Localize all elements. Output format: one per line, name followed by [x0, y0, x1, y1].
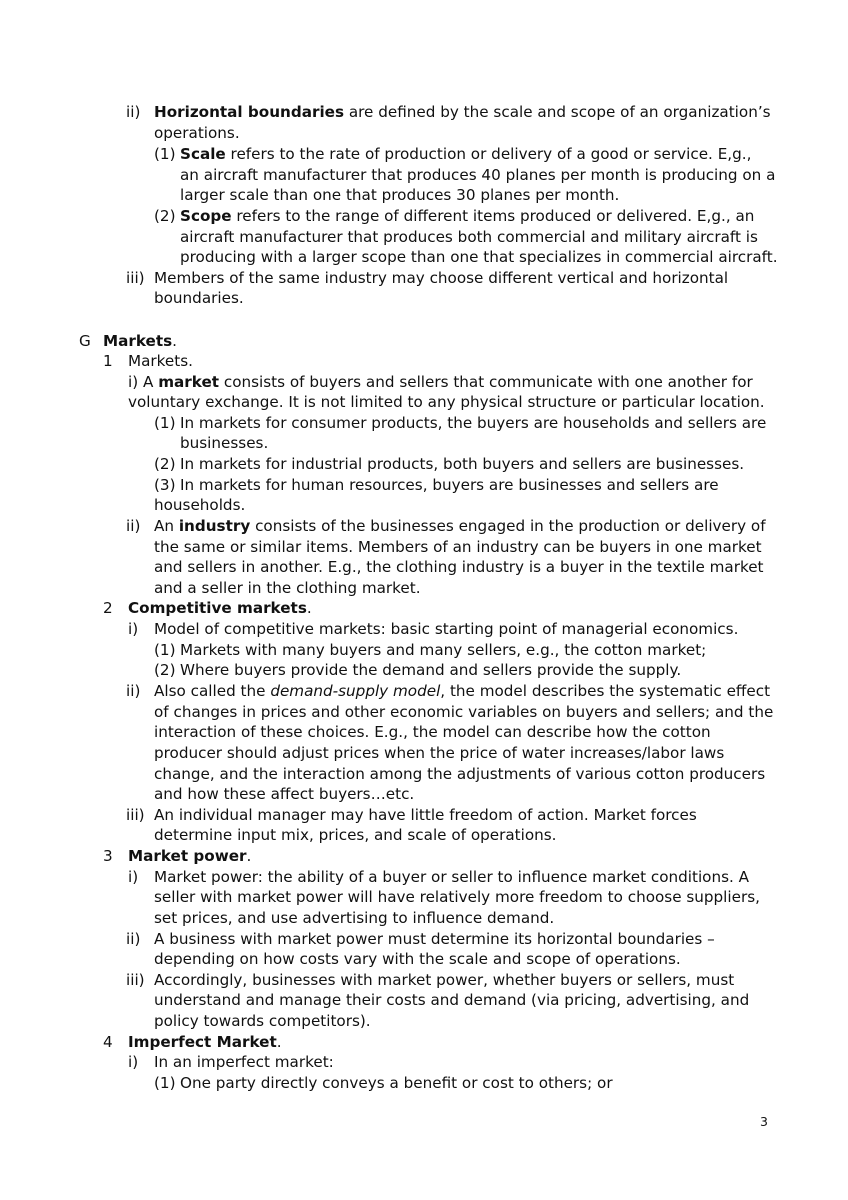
- list-marker: iii): [126, 971, 145, 989]
- list-marker: (2): [154, 455, 176, 473]
- text-line: [180, 640, 706, 660]
- list-marker: 2: [103, 599, 113, 617]
- text-line: [154, 805, 697, 825]
- bold-term: industry: [178, 517, 251, 535]
- list-marker: (1): [154, 145, 176, 163]
- text-run: Accordingly, businesses with market power, whether buyers or sellers, must: [154, 971, 735, 989]
- text-line: [180, 660, 681, 680]
- text-run: larger scale than one that produces 30 planes per month.: [180, 186, 620, 204]
- list-marker: ii): [126, 517, 141, 535]
- text-line: [128, 846, 251, 866]
- text-line: [154, 784, 414, 804]
- text-run: producing with a larger scope than one that specializes in commercial aircraft.: [180, 248, 778, 266]
- text-line: [154, 288, 244, 308]
- text-run: voluntary exchange. It is not limited to any physical structure or particular location.: [128, 393, 765, 411]
- text-line: [180, 413, 766, 433]
- text-line: [154, 1052, 334, 1072]
- list-marker: 3: [103, 847, 113, 865]
- text-line: [128, 372, 753, 392]
- text-run: .: [246, 847, 252, 865]
- text-line: [154, 825, 556, 845]
- text-line: [128, 598, 312, 618]
- text-run: households.: [154, 496, 246, 514]
- text-run: Model of competitive markets: basic starting point of managerial economics.: [154, 620, 739, 638]
- text-run: Also called the: [154, 682, 271, 700]
- list-marker: 1: [103, 352, 113, 370]
- text-run: aircraft manufacturer that produces both commercial and military aircraft is: [180, 228, 758, 246]
- text-line: [180, 454, 744, 474]
- list-marker: ii): [126, 682, 141, 700]
- list-marker: iii): [126, 806, 145, 824]
- text-run: Members of the same industry may choose different vertical and horizontal: [154, 269, 729, 287]
- text-run: In markets for human resources, buyers are businesses and sellers are: [180, 476, 719, 494]
- text-run: interaction of these choices. E.g., the model can describe how the cotton: [154, 723, 711, 741]
- text-line: [154, 970, 734, 990]
- list-marker: (1): [154, 641, 176, 659]
- text-line: [154, 495, 245, 515]
- bold-term: market: [158, 373, 220, 391]
- text-run: determine input mix, prices, and scale of operations.: [154, 826, 557, 844]
- text-run: depending on how costs vary with the scale and scope of operations.: [154, 950, 681, 968]
- text-line: [180, 185, 619, 205]
- text-run: consists of the businesses engaged in the production or delivery of: [250, 517, 766, 535]
- italic-term: demand-supply model: [270, 682, 441, 700]
- list-marker: 4: [103, 1033, 113, 1051]
- text-run: consists of buyers and sellers that communicate with one another for: [219, 373, 753, 391]
- text-line: [154, 268, 728, 288]
- text-line: [154, 516, 766, 536]
- text-line: [180, 433, 268, 453]
- text-line: [180, 165, 775, 185]
- text-line: [180, 247, 778, 267]
- text-line: [154, 764, 765, 784]
- text-run: i) A: [128, 373, 159, 391]
- text-run: , the model describes the systematic effect: [440, 682, 771, 700]
- text-line: [154, 557, 764, 577]
- bold-term: Markets: [103, 332, 173, 350]
- text-line: [154, 619, 738, 639]
- list-marker: (2): [154, 661, 176, 679]
- text-line: [154, 929, 715, 949]
- text-run: One party directly conveys a benefit or cost to others; or: [180, 1074, 613, 1092]
- bold-term: Horizontal boundaries: [154, 103, 345, 121]
- text-run: Market power: the ability of a buyer or seller to influence market conditions. A: [154, 868, 750, 886]
- text-run: boundaries.: [154, 289, 244, 307]
- text-run: policy towards competitors).: [154, 1012, 371, 1030]
- list-marker: (1): [154, 1074, 176, 1092]
- text-line: [180, 227, 758, 247]
- list-marker: ii): [126, 103, 141, 121]
- text-run: the same or similar items. Members of an industry can be buyers in one market: [154, 538, 762, 556]
- text-line: [154, 123, 240, 143]
- text-line: [154, 887, 760, 907]
- text-run: producer should adjust prices when the price of water increases/labor laws: [154, 744, 725, 762]
- text-line: [154, 722, 711, 742]
- text-line: [154, 908, 554, 928]
- text-line: [154, 578, 421, 598]
- list-marker: G: [79, 332, 91, 350]
- text-run: and a seller in the clothing market.: [154, 579, 421, 597]
- text-run: seller with market power will have relatively more freedom to choose suppliers,: [154, 888, 760, 906]
- text-line: [180, 206, 754, 226]
- text-run: operations.: [154, 124, 240, 142]
- list-marker: (3): [154, 476, 176, 494]
- bold-term: Scale: [180, 145, 226, 163]
- bold-term: Market power: [128, 847, 247, 865]
- text-run: set prices, and use advertising to influence demand.: [154, 909, 555, 927]
- text-line: [154, 990, 749, 1010]
- text-line: [154, 743, 724, 763]
- text-run: An individual manager may have little freedom of action. Market forces: [154, 806, 697, 824]
- text-run: A business with market power must determine its horizontal boundaries –: [154, 930, 715, 948]
- text-line: [154, 949, 681, 969]
- text-line: [128, 1032, 282, 1052]
- text-run: In markets for consumer products, the buyers are households and sellers are: [180, 414, 767, 432]
- bold-term: Scope: [180, 207, 232, 225]
- text-line: [103, 331, 177, 351]
- text-run: In markets for industrial products, both buyers and sellers are businesses.: [180, 455, 745, 473]
- text-line: [154, 681, 770, 701]
- text-line: [128, 351, 193, 371]
- text-run: Markets with many buyers and many sellers, e.g., the cotton market;: [180, 641, 707, 659]
- text-line: [180, 144, 751, 164]
- text-run: .: [276, 1033, 282, 1051]
- text-run: businesses.: [180, 434, 269, 452]
- bold-term: Imperfect Market: [128, 1033, 277, 1051]
- text-line: [128, 392, 765, 412]
- list-marker: ii): [126, 930, 141, 948]
- list-marker: i): [128, 620, 139, 638]
- text-run: Markets.: [128, 352, 193, 370]
- text-run: refers to the range of different items produced or delivered. E,g., an: [231, 207, 755, 225]
- text-line: [154, 102, 771, 122]
- text-run: and how these affect buyers…etc.: [154, 785, 415, 803]
- text-line: [154, 702, 773, 722]
- list-marker: (1): [154, 414, 176, 432]
- text-line: [154, 867, 749, 887]
- list-marker: i): [128, 1053, 139, 1071]
- text-run: .: [306, 599, 312, 617]
- text-line: [154, 537, 762, 557]
- text-line: [180, 475, 719, 495]
- text-run: of changes in prices and other economic variables on buyers and sellers; and the: [154, 703, 774, 721]
- text-run: and sellers in another. E.g., the clothing industry is a buyer in the textile market: [154, 558, 764, 576]
- list-marker: (2): [154, 207, 176, 225]
- text-run: are defined by the scale and scope of an organization’s: [344, 103, 771, 121]
- text-run: change, and the interaction among the adjustments of various cotton producers: [154, 765, 766, 783]
- text-run: An: [154, 517, 179, 535]
- text-run: .: [172, 332, 177, 350]
- text-line: [180, 1073, 613, 1093]
- text-run: refers to the rate of production or delivery of a good or service. E,g.,: [225, 145, 752, 163]
- page-number: 3: [760, 1114, 768, 1129]
- list-marker: i): [128, 868, 139, 886]
- text-run: Where buyers provide the demand and sellers provide the supply.: [180, 661, 682, 679]
- bold-term: Competitive markets: [128, 599, 307, 617]
- text-run: In an imperfect market:: [154, 1053, 334, 1071]
- text-run: an aircraft manufacturer that produces 40 planes per month is producing on a: [180, 166, 776, 184]
- list-marker: iii): [126, 269, 145, 287]
- text-run: understand and manage their costs and demand (via pricing, advertising, and: [154, 991, 750, 1009]
- text-line: [154, 1011, 371, 1031]
